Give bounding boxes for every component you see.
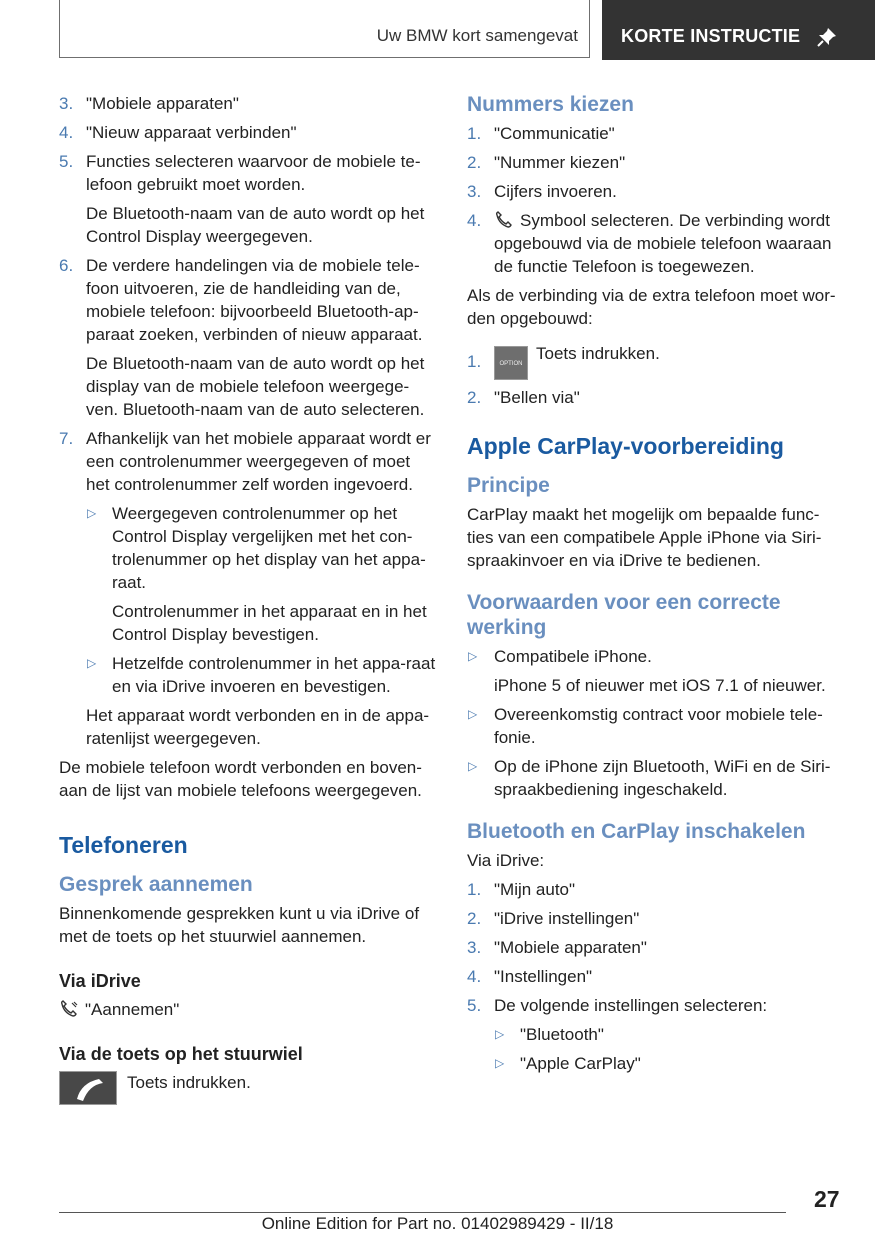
triangle-bullet-icon: ▷ — [468, 759, 478, 773]
header-section-tab — [602, 0, 875, 60]
list-item: 6. De verdere handelingen via de mobiele tele-foon uitvoeren, zie de handleiding van de, mobiele telefoon: bijvoorbeeld Bluetooth-ap-paraat zoeken, verbinden of nieuw apparaat. — [59, 256, 423, 344]
heading-nummers-kiezen: Nummers kiezen — [467, 93, 634, 116]
sub-list — [467, 1023, 845, 1075]
sub-list-continuation: Controlenummer in het apparaat en in het Control Display bevestigen. — [112, 602, 427, 644]
list-item: 1. "Mijn auto" — [467, 880, 576, 899]
heading-gesprek-aannemen: Gesprek aannemen — [59, 873, 253, 896]
heading-voorwaarden: Voorwaarden voor een correcte werking — [467, 591, 781, 639]
phone-handset-icon — [494, 211, 514, 229]
heading-principe: Principe — [467, 474, 550, 497]
page-number: 27 — [814, 1186, 840, 1212]
list-item: 5. De volgende instellingen selecteren: — [467, 996, 768, 1015]
triangle-bullet-icon: ▷ — [468, 707, 478, 721]
option-button: OPTION — [494, 346, 528, 380]
list-item: 3. "Mobiele apparaten" — [59, 94, 239, 113]
phone-handset-icon — [59, 1000, 79, 1018]
list-item: 2. "Nummer kiezen" — [467, 153, 626, 172]
heading-via-idrive: Via iDrive — [59, 971, 141, 991]
list-item: 1. "Communicatie" — [467, 124, 615, 143]
bullet-item: ▷ Op de iPhone zijn Bluetooth, WiFi en de Siri-spraakbediening ingeschakeld. — [468, 757, 831, 799]
list-item: 3. Cijfers invoeren. — [467, 182, 617, 201]
heading-carplay: Apple CarPlay-voorbereiding — [467, 433, 784, 459]
heading-bluetooth-carplay: Bluetooth en CarPlay inschakelen — [467, 820, 806, 843]
triangle-bullet-icon: ▷ — [495, 1056, 505, 1070]
list-item-continuation: De Bluetooth-naam van de auto wordt op het Control Display weergegeven. — [86, 204, 425, 246]
list-item: 1. OPTIONToets indrukken. — [467, 342, 845, 380]
triangle-bullet-icon: ▷ — [87, 506, 97, 520]
paragraph: Als de verbinding via de extra telefoon moet wor-den opgebouwd: — [467, 286, 836, 328]
footer-divider — [59, 1212, 786, 1213]
list-item: 2. "Bellen via" — [467, 388, 580, 407]
sub-list-item: ▷ "Apple CarPlay" — [495, 1054, 641, 1073]
footer-edition: Online Edition for Part no. 01402989429 - II/18 — [261, 1214, 614, 1233]
bullet-continuation: iPhone 5 of nieuwer met iOS 7.1 of nieuwer. — [494, 676, 826, 695]
paragraph: CarPlay maakt het mogelijk om bepaalde func-ties van een compatibele Apple iPhone via Siri-spraakinvoer en via iDrive te bedienen. — [467, 505, 822, 570]
list-item: 3. "Mobiele apparaten" — [467, 938, 647, 957]
heading-via-toets: Via de toets op het stuurwiel — [59, 1044, 303, 1064]
header-title-box — [59, 0, 590, 58]
bullet-item: ▷ Compatibele iPhone. — [468, 647, 652, 666]
triangle-bullet-icon: ▷ — [495, 1027, 505, 1041]
aannemen-line: "Aannemen" — [59, 998, 437, 1021]
sub-list — [59, 502, 437, 698]
heading-telefoneren: Telefoneren — [59, 832, 188, 858]
pushpin-icon — [816, 26, 838, 48]
sub-list-item: ▷ Weergegeven controlenummer op het Control Display vergelijken met het con-trolenummer op het display van het appa-raat. — [87, 504, 426, 592]
list-item: 2. "iDrive instellingen" — [467, 909, 640, 928]
paragraph: Binnenkomende gesprekken kunt u via iDrive of met de toets op het stuurwiel aannemen. — [59, 904, 420, 946]
paragraph: De mobiele telefoon wordt verbonden en boven-aan de lijst van mobiele telefoons weergegeven. — [59, 758, 422, 800]
right-column — [467, 92, 845, 1081]
list-item: 7. Afhankelijk van het mobiele apparaat wordt er een controlenummer weergegeven of moet het controlenummer zelf worden ingevoerd. — [59, 429, 431, 494]
phone-icon — [71, 1075, 107, 1103]
list-item-continuation: De Bluetooth-naam van de auto wordt op het display van de mobiele telefoon weergege-ven. Bluetooth-naam van de auto selecteren. — [86, 354, 425, 419]
toets-line: Toets indrukken. — [59, 1071, 437, 1105]
list-item-continuation: Het apparaat wordt verbonden en in de appa-ratenlijst weergegeven. — [86, 706, 430, 748]
header-doc-title: Uw BMW kort samengevat — [376, 26, 578, 45]
triangle-bullet-icon: ▷ — [468, 649, 478, 663]
list-item: 4. Symbool selecteren. De verbinding wordt opgebouwd via de mobiele telefoon waaraan de functie Telefoon is toegewezen. — [467, 211, 832, 276]
left-column — [59, 92, 437, 1111]
steering-phone-button — [59, 1071, 117, 1105]
bullet-item: ▷ Overeenkomstig contract voor mobiele tele-fonie. — [468, 705, 823, 747]
triangle-bullet-icon: ▷ — [87, 656, 97, 670]
header-section-label: KORTE INSTRUCTIE — [621, 26, 801, 46]
list-item: 5. Functies selecteren waarvoor de mobiele te-lefoon gebruikt moet worden. — [59, 152, 421, 194]
list-item: 4. "Nieuw apparaat verbinden" — [59, 123, 297, 142]
list-item: 4. "Instellingen" — [467, 967, 593, 986]
sub-list-item: ▷ Hetzelfde controlenummer in het appa-raat en via iDrive invoeren en bevestigen. — [87, 654, 436, 696]
paragraph: Via iDrive: — [467, 851, 545, 870]
sub-list-item: ▷ "Bluetooth" — [495, 1025, 604, 1044]
